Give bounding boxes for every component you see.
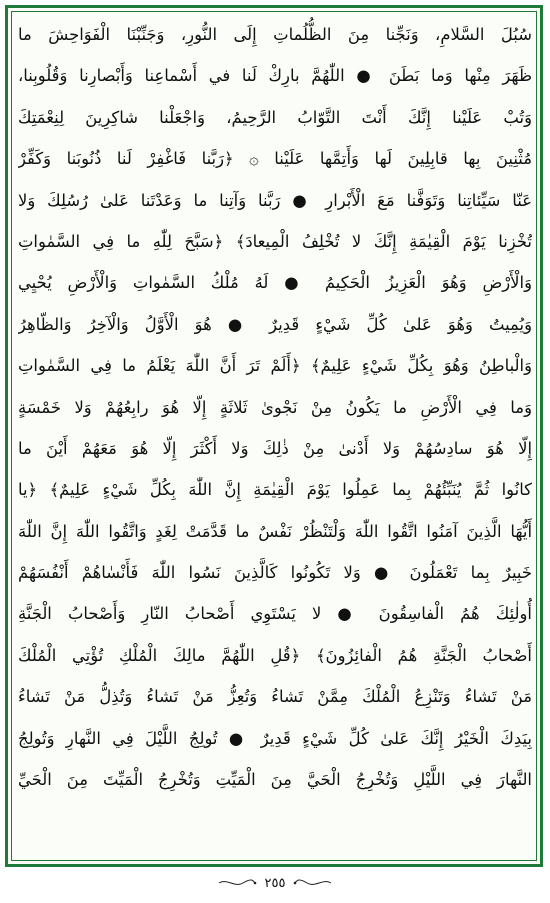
- right-flourish-icon: [293, 878, 333, 888]
- text-line-3: وَتُبْ عَلَيْنا إِنَّكَ أَنْتَ التَّوّابُ الرَّحِيمُ، وَاجْعَلْنا شاكِرِينَ لِنِعْمَتِكَ: [18, 107, 532, 127]
- text-line-11: إِلّا هُوَ سادِسُهُمْ وَلا أَدْنىٰ مِنْ ذٰلِكَ وَلا أَكْثَرَ إِلّا هُوَ مَعَهُمْ أَيْنَ ما: [18, 438, 532, 458]
- left-flourish-icon: [217, 878, 257, 888]
- text-line-13: أَيُّهَا الَّذِينَ آمَنُوا اتَّقُوا اللّٰهَ وَلْتَنْظُرْ نَفْسٌ ما قَدَّمَتْ لِغَدٍ وَاتَّقُوا اللّٰهَ إِنَّ اللّٰهَ: [18, 521, 532, 541]
- text-line-18: بِيَدِكَ الْخَيْرُ إِنَّكَ عَلىٰ كُلِّ شَيْءٍ قَدِيرٌ ● تُولِجُ اللَّيْلَ فِي النَّهارِ وَتُولِجُ: [18, 728, 532, 748]
- text-line-17: مَنْ تَشاءُ وَتَنْزِعُ الْمُلْكَ مِمَّنْ تَشاءُ وَتُعِزُّ مَنْ تَشاءُ وَتُذِلُّ مَنْ تَشاءُ: [18, 687, 532, 707]
- page-footer: [0, 870, 550, 896]
- arabic-text-block: [18, 14, 532, 800]
- text-line-19: النَّهارَ فِي اللَّيْلِ وَتُخْرِجُ الْحَيَّ مِنَ الْمَيِّتِ وَتُخْرِجُ الْمَيِّتَ مِنَ الْحَيِّ: [18, 770, 532, 790]
- text-line-4: مُثْنِينَ بِها قابِلِينَ لَها وَأَتِمَّها عَلَيْنا ۞ ﴿رَبَّنا فَاغْفِرْ لَنا ذُنُوبَنا وَكَفِّرْ: [18, 149, 532, 169]
- text-line-7: وَالْأَرْضِ وَهُوَ الْعَزِيزُ الْحَكِيمُ ● لَهُ مُلْكُ السَّمٰواتِ وَالْأَرْضِ يُحْيِي: [18, 273, 532, 293]
- text-line-1: سُبُلَ السَّلامِ، وَنَجِّنا مِنَ الظُّلُماتِ إِلَى النُّورِ، وَجَنِّبْنَا الْفَوَاحِشَ ما: [18, 25, 532, 44]
- text-line-15: أُولٰئِكَ هُمُ الْفاسِقُونَ ● لا يَسْتَوِي أَصْحابُ النّارِ وَأَصْحابُ الْجَنَّةِ: [18, 604, 532, 624]
- page-number: ٢٥٥: [264, 875, 286, 891]
- text-line-14: خَبِيرٌ بِما تَعْمَلُونَ ● وَلا تَكُونُوا كَالَّذِينَ نَسُوا اللّٰهَ فَأَنْسٰاهُمْ أَنْفُسَهُمْ: [18, 563, 532, 583]
- text-line-8: وَيُمِيتُ وَهُوَ عَلىٰ كُلِّ شَيْءٍ قَدِيرٌ ● هُوَ الْأَوَّلُ وَالْآخِرُ وَالظّاهِرُ: [18, 314, 532, 334]
- text-line-5: عَنّا سَيِّئاتِنا وَتَوَفَّنا مَعَ الْأَبْرارِ ● رَبَّنا وَآتِنا ما وَعَدْتَنا عَلىٰ رُسُلِكَ وَلا: [18, 190, 532, 210]
- text-line-2: ظَهَرَ مِنْها وَما بَطَنَ ● اللّٰهُمَّ بارِكْ لَنا في أَسْماعِنا وَأَبْصارِنا وَقُلُوبِنا،: [18, 66, 532, 86]
- text-line-10: وَما فِي الْأَرْضِ ما يَكُونُ مِنْ نَجْوىٰ ثَلاثَةٍ إِلّا هُوَ رابِعُهُمْ وَلا خَمْسَةٍ: [18, 397, 532, 417]
- text-line-6: تُخْزِنا يَوْمَ الْقِيٰمَةِ إِنَّكَ لا تُخْلِفُ الْمِيعادَ﴾ ﴿سَبَّحَ لِلّٰهِ ما فِي السَّمٰواتِ: [18, 231, 532, 251]
- text-line-16: أَصْحابُ الْجَنَّةِ هُمُ الْفائِزُونَ﴾ ﴿قُلِ اللّٰهُمَّ مالِكَ الْمُلْكِ تُؤْتِي الْمُلْكَ: [18, 645, 532, 665]
- text-line-9: وَالْباطِنُ وَهُوَ بِكُلِّ شَيْءٍ عَلِيمٌ﴾ ﴿أَلَمْ تَرَ أَنَّ اللّٰهَ يَعْلَمُ ما فِي السَّمٰواتِ: [18, 356, 532, 376]
- text-line-12: كانُوا ثُمَّ يُنَبِّئُهُمْ بِما عَمِلُوا يَوْمَ الْقِيٰمَةِ إِنَّ اللّٰهَ بِكُلِّ شَيْءٍ عَلِيمٌ﴾ ﴿يا: [18, 480, 532, 500]
